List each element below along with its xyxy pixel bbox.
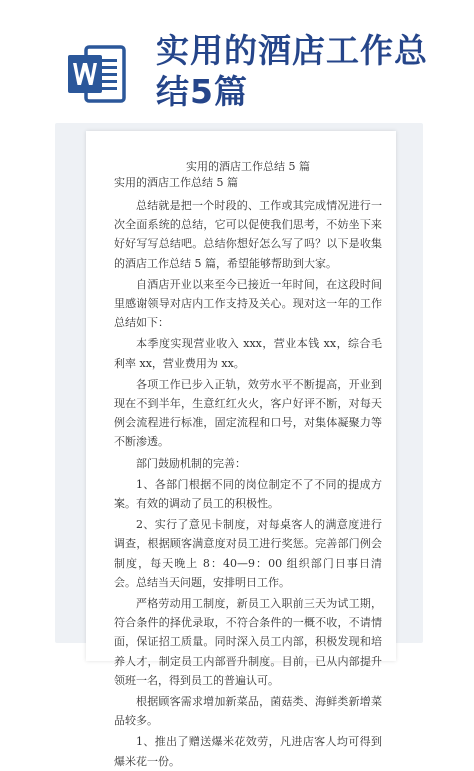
- paragraph: 各项工作已步入正轨，效劳水平不断提高，开业到现在不到半年，生意红红火火，客户好评不断，对每天例会流程进行标准，固定流程和口号，对集体凝聚力等不断渗透。: [114, 377, 382, 449]
- paragraph: 总结就是把一个时段的、工作或其完成情况进行一次全面系统的总结，它可以促使我们思考，不妨坐下来好好写写总结吧。总结你想好怎么写了吗？以下是收集的酒店工作总结 5 篇，希望能够帮助到大家。: [114, 199, 382, 270]
- paragraph: 1、推出了赠送爆米花效劳，凡进店客人均可得到爆米花一份。: [114, 735, 382, 768]
- document-title: 实用的酒店工作总结 5 篇: [186, 160, 310, 173]
- paragraph: 严格劳动用工制度，新员工入职前三天为试工期，符合条件的择优录取，不符合条件的一概不收，不请情面，保证招工质量。同时深入员工内部，积极发现和培养人才，制定员工内部晋升制度。目前，已从内部提升领班一名，得到员工的普遍认可。: [114, 597, 382, 687]
- paragraph: 根据顾客需求增加新菜品，菌菇类、海鲜类新增菜品较多。: [114, 695, 382, 728]
- document-subtitle: 实用的酒店工作总结 5 篇: [114, 176, 238, 189]
- word-icon: [66, 43, 128, 105]
- paragraph: 部门鼓励机制的完善：: [136, 456, 246, 470]
- document-body: [114, 159, 382, 771]
- page-title: 实用的酒店工作总结5篇: [156, 31, 428, 111]
- paragraph: 自酒店开业以来至今已接近一年时间，在这段时间里感谢领导对店内工作支持及关心。现对这一年的工作总结如下：: [114, 277, 382, 330]
- paragraph: 2、实行了意见卡制度，对每桌客人的满意度进行调查，根据顾客满意度对员工进行奖惩。完善部门例会制度，每天晚上 8：40—9：00 组织部门日事日清会。总结当天问题，安排明日工作。: [114, 518, 382, 589]
- paragraph: 1、各部门根据不同的岗位制定不了不同的提成方案。有效的调动了员工的积极性。: [114, 477, 382, 511]
- paragraph: 本季度实现营业收入 xxx，营业本钱 xx，综合毛利率 xx，营业费用为 xx。: [114, 337, 382, 370]
